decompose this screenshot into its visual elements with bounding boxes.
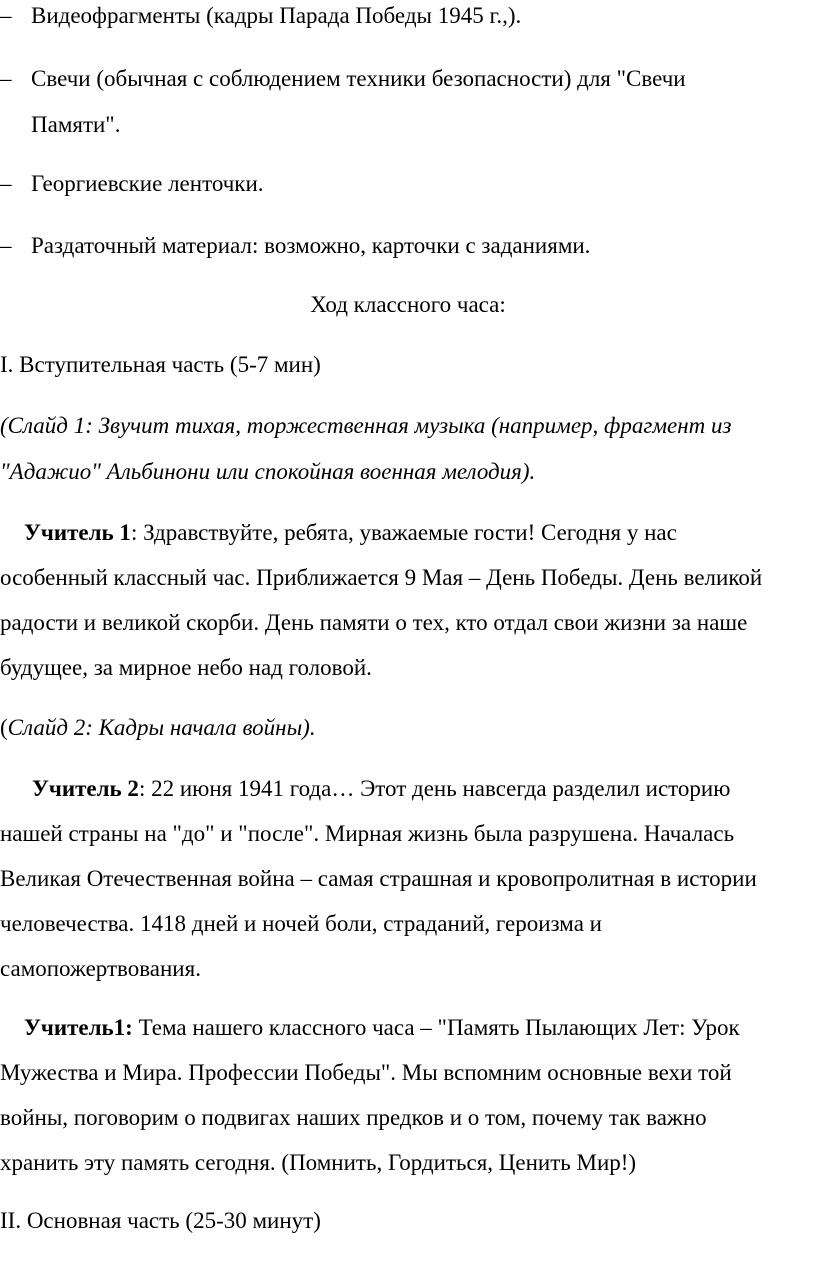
materials-item-text-continued: Памяти".: [31, 112, 121, 137]
teacher-1-speech-line-1: [24, 521, 677, 544]
materials-item-text: Видеофрагменты (кадры Парада Победы 1945 г.,).: [31, 3, 522, 28]
section-2-title: II. Основная часть (25-30 минут): [0, 1208, 321, 1233]
teacher-2-speech-line-3: Великая Отечественная война – самая страшная и кровопролитная в истории: [0, 866, 757, 891]
section-1-title: I. Вступительная часть (5-7 мин): [0, 352, 321, 377]
bullet-dash: –: [0, 233, 12, 258]
teacher-2-speech-line-5: самопожертвования.: [0, 956, 201, 981]
speech-text: : 22 июня 1941 года… Этот день навсегда разделил историю: [138, 776, 731, 801]
lesson-heading: Ход классного часа:: [310, 292, 506, 317]
materials-item-text: Георгиевские ленточки.: [31, 171, 264, 196]
slide-1-note-line-1: (Слайд 1: Звучит тихая, торжественная музыка (например, фрагмент из: [0, 413, 732, 438]
bullet-dash: –: [0, 171, 12, 196]
speech-text: : Здравствуйте, ребята, уважаемые гости! Сегодня у нас: [130, 520, 677, 545]
teacher-1-topic-line-3: войны, поговорим о подвигах наших предков и о том, почему так важно: [0, 1105, 707, 1130]
teacher-1-speech-line-4: будущее, за мирное небо над головой.: [0, 655, 372, 680]
slide-2-text: Слайд 2: Кадры начала войны).: [7, 715, 316, 740]
materials-item-text: Раздаточный материал: возможно, карточки с заданиями.: [31, 233, 591, 258]
speech-text: Тема нашего классного часа – "Память Пылающих Лет: Урок: [132, 1015, 740, 1040]
teacher-2-speech-line-4: человечества. 1418 дней и ночей боли, страданий, героизма и: [0, 911, 602, 936]
teacher-1-topic-line-1: [24, 1016, 740, 1039]
teacher-1-topic-line-2: Мужества и Мира. Профессии Победы". Мы вспомним основные вехи той: [0, 1060, 732, 1085]
teacher-1-speech-line-2: особенный классный час. Приближается 9 Мая – День Победы. День великой: [0, 565, 763, 590]
speaker-name: Учитель1:: [24, 1015, 133, 1040]
slide-1-note-line-2: "Адажио" Альбинони или спокойная военная мелодия).: [0, 459, 536, 484]
bullet-dash: –: [0, 3, 12, 28]
speaker-name: Учитель 1: [24, 520, 131, 545]
teacher-1-topic-line-4: хранить эту память сегодня. (Помнить, Гордиться, Ценить Мир!): [0, 1150, 637, 1175]
teacher-1-speech-line-3: радости и великой скорби. День памяти о тех, кто отдал свои жизни за наше: [0, 610, 748, 635]
teacher-2-speech-line-1: [32, 777, 730, 800]
bullet-dash: –: [0, 66, 12, 91]
slide-2-open-paren: (: [0, 715, 8, 740]
materials-item-text: Свечи (обычная с соблюдением техники безопасности) для "Свечи: [31, 66, 686, 91]
slide-2-note: [0, 716, 316, 739]
speaker-name: Учитель 2: [32, 776, 139, 801]
teacher-2-speech-line-2: нашей страны на "до" и "после". Мирная жизнь была разрушена. Началась: [0, 821, 735, 846]
